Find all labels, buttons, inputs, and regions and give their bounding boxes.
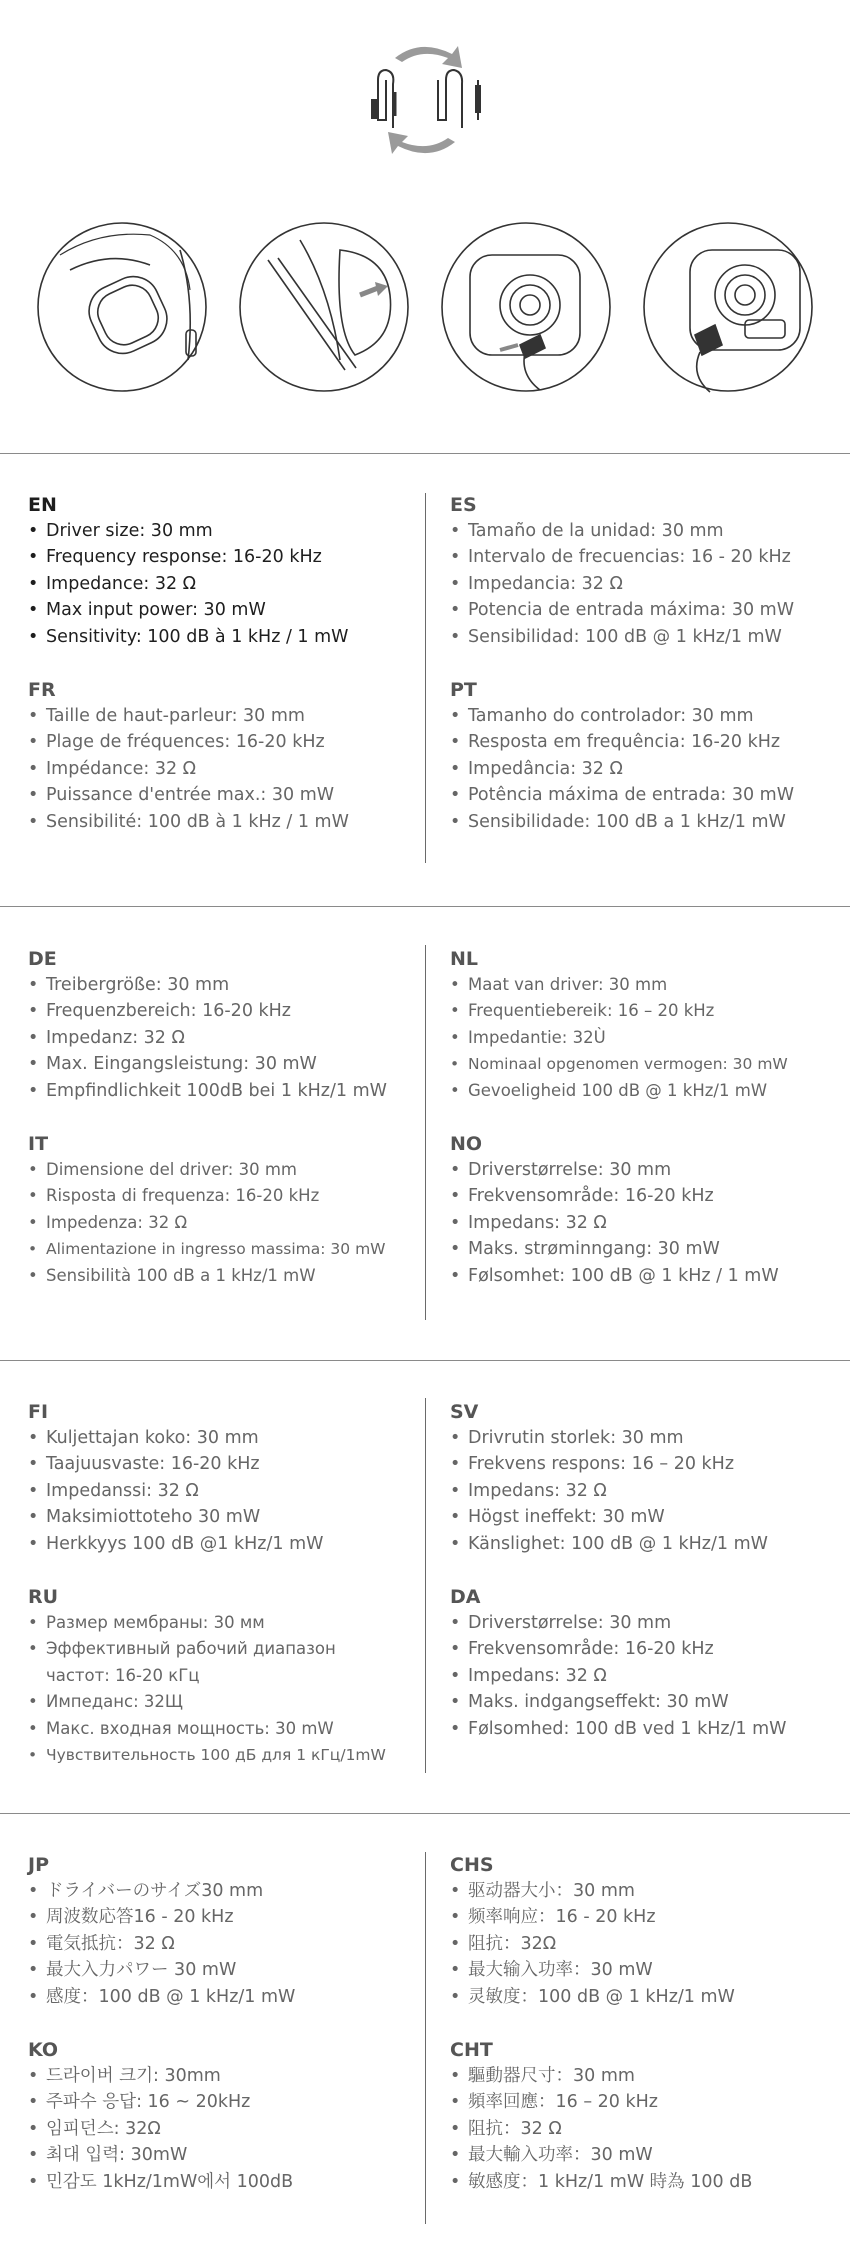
lang-code: CHS [450, 1854, 494, 1876]
spec-item: • 敏感度：1 kHz/1 mW 時為 100 dB [450, 2169, 850, 2195]
spec-item: • Tamaño de la unidad: 30 mm [450, 518, 850, 544]
spec-block-ko [28, 2039, 428, 2195]
spec-block-ru [28, 1586, 386, 1768]
spec-item: • Frequency response: 16-20 kHz [28, 544, 428, 570]
spec-item: • 주파수 응답: 16 ~ 20kHz [28, 2089, 428, 2115]
spec-block-de [28, 948, 428, 1104]
spec-item: • Sensibilidade: 100 dB a 1 kHz/1 mW [450, 809, 850, 835]
spec-item: • Tamanho do controlador: 30 mm [450, 703, 850, 729]
spec-item: • Frekvensområde: 16-20 kHz [450, 1636, 850, 1662]
spec-item: • Размер мембраны: 30 мм [28, 1610, 368, 1636]
spec-item: • 최대 입력: 30mW [28, 2142, 428, 2168]
spec-item: • 電気抵抗：32 Ω [28, 1931, 428, 1957]
spec-item: • Potencia de entrada máxima: 30 mW [450, 597, 850, 623]
lang-code: ES [450, 494, 477, 516]
spec-item: • Maks. indgangseffekt: 30 mW [450, 1689, 850, 1715]
spec-block-nl [450, 948, 850, 1104]
spec-block-pt [450, 679, 850, 835]
cable-swap-diagram [372, 70, 480, 128]
lang-code: NL [450, 948, 479, 970]
spec-item: • Driverstørrelse: 30 mm [450, 1157, 850, 1183]
lang-code: CHT [450, 2039, 493, 2061]
spec-item: • 驅動器尺寸：30 mm [450, 2063, 850, 2089]
spec-item: • Risposta di frequenza: 16-20 kHz [28, 1183, 428, 1209]
spec-item: • Dimensione del driver: 30 mm [28, 1157, 428, 1183]
spec-item: • Макс. входная мощность: 30 mW [28, 1716, 368, 1742]
spec-item: • Frekvens respons: 16 – 20 kHz [450, 1451, 850, 1477]
spec-item: • 频率响应：16 - 20 kHz [450, 1904, 850, 1930]
spec-item: • 드라이버 크기: 30mm [28, 2063, 428, 2089]
spec-item: • Plage de fréquences: 16-20 kHz [28, 729, 428, 755]
spec-item: • Impedans: 32 Ω [450, 1663, 850, 1689]
spec-item: • 最大輸入功率：30 mW [450, 2142, 850, 2168]
spec-item: • Эффективный рабочий диапазон частот: 16-20 кГц [28, 1636, 368, 1689]
spec-item: • 周波数応答16 - 20 kHz [28, 1904, 428, 1930]
spec-item: • 阻抗：32Ω [450, 1931, 850, 1957]
step-circles [38, 223, 812, 392]
spec-block-cht [450, 2039, 850, 2195]
spec-item: • 最大入力パワー 30 mW [28, 1957, 428, 1983]
spec-item: • Högst ineffekt: 30 mW [450, 1504, 850, 1530]
spec-item: • Maat van driver: 30 mm [450, 972, 850, 998]
lang-code: KO [28, 2039, 59, 2061]
spec-item: • Impedantie: 32Ù [450, 1025, 850, 1051]
spec-item: • Impedanssi: 32 Ω [28, 1478, 428, 1504]
spec-item: • Impedance: 32 Ω [28, 571, 428, 597]
spec-block-fr [28, 679, 428, 835]
divider-4 [0, 1813, 850, 1814]
spec-item: • Känslighet: 100 dB @ 1 kHz/1 mW [450, 1531, 850, 1557]
spec-item: • Maksimiottoteho 30 mW [28, 1504, 428, 1530]
spec-block-fi [28, 1401, 428, 1557]
spec-item: • 感度：100 dB @ 1 kHz/1 mW [28, 1984, 428, 2010]
spec-block-chs [450, 1854, 850, 2010]
lang-code: PT [450, 679, 477, 701]
spec-item: • Sensibilité: 100 dB à 1 kHz / 1 mW [28, 809, 428, 835]
spec-item: • Impedanz: 32 Ω [28, 1025, 428, 1051]
spec-item: • Herkkyys 100 dB @1 kHz/1 mW [28, 1531, 428, 1557]
spec-item: • Sensibilità 100 dB a 1 kHz/1 mW [28, 1263, 428, 1289]
spec-item: • Impedância: 32 Ω [450, 756, 850, 782]
spec-item: • Gevoeligheid 100 dB @ 1 kHz/1 mW [450, 1078, 850, 1104]
spec-item: • Puissance d'entrée max.: 30 mW [28, 782, 428, 808]
spec-item: • Max input power: 30 mW [28, 597, 428, 623]
spec-item: • Drivrutin storlek: 30 mm [450, 1425, 850, 1451]
spec-item: • Frequenzbereich: 16-20 kHz [28, 998, 428, 1024]
spec-item: • Max. Eingangsleistung: 30 mW [28, 1051, 428, 1077]
spec-item: • Empfindlichkeit 100dB bei 1 kHz/1 mW [28, 1078, 428, 1104]
spec-block-es [450, 494, 850, 650]
spec-item: • Чувствительность 100 дБ для 1 кГц/1mW [28, 1742, 368, 1768]
spec-item: • Alimentazione in ingresso massima: 30 mW [28, 1236, 428, 1262]
lang-code: FI [28, 1401, 49, 1423]
spec-item: • Intervalo de frecuencias: 16 - 20 kHz [450, 544, 850, 570]
spec-item: • Impedans: 32 Ω [450, 1210, 850, 1236]
spec-item: • Sensibilidad: 100 dB @ 1 kHz/1 mW [450, 624, 850, 650]
lang-code: EN [28, 494, 57, 516]
spec-item: • 驱动器大小：30 mm [450, 1878, 850, 1904]
spec-item: • 頻率回應：16 – 20 kHz [450, 2089, 850, 2115]
spec-item: • Impedenza: 32 Ω [28, 1210, 428, 1236]
spec-item: • Driverstørrelse: 30 mm [450, 1610, 850, 1636]
spec-item: • Taille de haut-parleur: 30 mm [28, 703, 428, 729]
spec-block-sv [450, 1401, 850, 1557]
divider-3 [0, 1360, 850, 1361]
assembly-illustration [0, 0, 850, 430]
spec-item: • 灵敏度：100 dB @ 1 kHz/1 mW [450, 1984, 850, 2010]
spec-item: • Taajuusvaste: 16-20 kHz [28, 1451, 428, 1477]
swap-arrows-icon [388, 46, 462, 154]
spec-item: • Frequentiebereik: 16 – 20 kHz [450, 998, 850, 1024]
spec-block-jp [28, 1854, 428, 2010]
spec-item: • ドライバーのサイズ30 mm [28, 1878, 428, 1904]
spec-block-en [28, 494, 428, 650]
lang-code: SV [450, 1401, 479, 1423]
spec-item: • Frekvensområde: 16-20 kHz [450, 1183, 850, 1209]
spec-item: • 最大输入功率：30 mW [450, 1957, 850, 1983]
spec-item: • Impedans: 32 Ω [450, 1478, 850, 1504]
divider-2 [0, 906, 850, 907]
spec-item: • Driver size: 30 mm [28, 518, 428, 544]
spec-item: • Impédance: 32 Ω [28, 756, 428, 782]
spec-item: • Sensitivity: 100 dB à 1 kHz / 1 mW [28, 624, 428, 650]
spec-item: • Treibergröße: 30 mm [28, 972, 428, 998]
spec-item: • Følsomhet: 100 dB @ 1 kHz / 1 mW [450, 1263, 850, 1289]
spec-item: • Nominaal opgenomen vermogen: 30 mW [450, 1051, 850, 1077]
divider-top [0, 453, 850, 454]
lang-code: FR [28, 679, 56, 701]
spec-item: • 임피던스: 32Ω [28, 2116, 428, 2142]
spec-item: • Импеданс: 32Щ [28, 1689, 368, 1715]
spec-item: • 민감도 1kHz/1mW에서 100dB [28, 2169, 428, 2195]
lang-code: IT [28, 1133, 49, 1155]
lang-code: NO [450, 1133, 483, 1155]
spec-item: • Resposta em frequência: 16-20 kHz [450, 729, 850, 755]
spec-block-da [450, 1586, 850, 1742]
lang-code: DA [450, 1586, 481, 1608]
lang-code: DE [28, 948, 57, 970]
lang-code: JP [28, 1854, 49, 1876]
spec-item: • 阻抗：32 Ω [450, 2116, 850, 2142]
spec-item: • Maks. strøminngang: 30 mW [450, 1236, 850, 1262]
spec-item: • Impedancia: 32 Ω [450, 571, 850, 597]
spec-item: • Potência máxima de entrada: 30 mW [450, 782, 850, 808]
spec-item: • Følsomhed: 100 dB ved 1 kHz/1 mW [450, 1716, 850, 1742]
spec-block-no [450, 1133, 850, 1289]
spec-block-it [28, 1133, 428, 1289]
spec-item: • Kuljettajan koko: 30 mm [28, 1425, 428, 1451]
lang-code: RU [28, 1586, 59, 1608]
